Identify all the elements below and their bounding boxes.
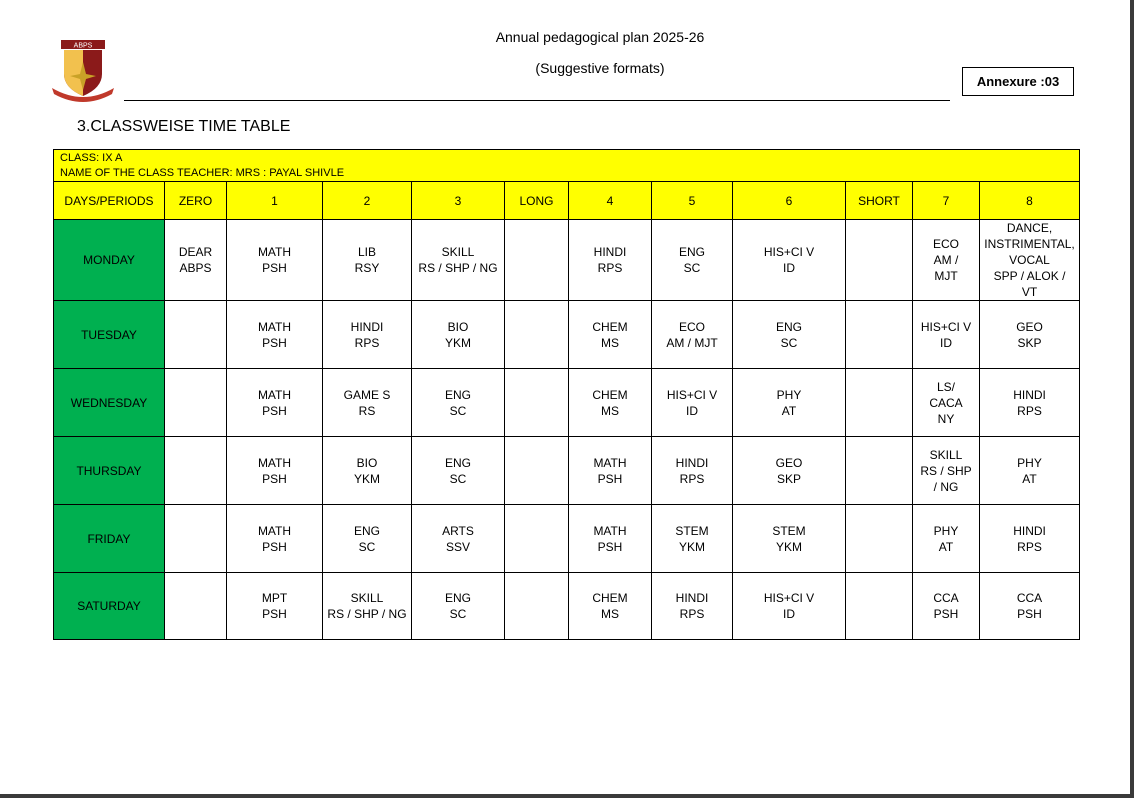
period-cell: LIB RSY [323,220,412,301]
day-cell: THURSDAY [54,437,165,505]
period-cell: HINDI RPS [323,301,412,369]
period-cell [846,573,913,640]
table-row [54,369,1080,437]
table-row [54,301,1080,369]
period-cell: HINDI RPS [569,220,652,301]
period-cell [846,369,913,437]
section-title: 3.CLASSWEISE TIME TABLE [77,118,291,135]
period-cell: BIO YKM [412,301,505,369]
day-cell: MONDAY [54,220,165,301]
period-cell: MATH PSH [227,369,323,437]
column-header: 6 [733,182,846,220]
period-cell: PHY AT [913,505,980,573]
period-cell: CCA PSH [980,573,1080,640]
period-cell: GAME S RS [323,369,412,437]
column-header: 3 [412,182,505,220]
period-cell: ENG SC [733,301,846,369]
period-cell [165,301,227,369]
period-cell: SKILL RS / SHP / NG [323,573,412,640]
period-cell [165,437,227,505]
period-cell: MPT PSH [227,573,323,640]
period-cell [846,220,913,301]
period-cell: ECO AM / MJT [652,301,733,369]
period-cell: MATH PSH [227,220,323,301]
class-line: CLASS: IX A [60,151,123,164]
day-cell: TUESDAY [54,301,165,369]
period-cell: SKILL RS / SHP / NG [913,437,980,505]
table-row [54,220,1080,301]
period-cell: ENG SC [323,505,412,573]
column-header: DAYS/PERIODS [54,182,165,220]
period-cell [505,505,569,573]
period-cell: DANCE, INSTRIMENTAL, VOCAL SPP / ALOK / VT [980,220,1080,301]
column-header: LONG [505,182,569,220]
period-cell: MATH PSH [569,437,652,505]
logo-text: ABPS [73,42,93,50]
day-cell: FRIDAY [54,505,165,573]
annexure-box: Annexure :03 [962,67,1074,96]
period-cell: HIS+CI V ID [913,301,980,369]
period-cell: HIS+CI V ID [652,369,733,437]
period-cell [165,505,227,573]
day-cell: SATURDAY [54,573,165,640]
period-cell: HINDI RPS [652,437,733,505]
period-cell [165,573,227,640]
period-cell [505,301,569,369]
document-subtitle: (Suggestive formats) [535,60,665,76]
period-cell: LS/ CACA NY [913,369,980,437]
column-header: SHORT [846,182,913,220]
column-header: 2 [323,182,412,220]
period-cell: ENG SC [412,369,505,437]
column-header: 7 [913,182,980,220]
column-header: 1 [227,182,323,220]
period-cell [846,505,913,573]
column-header: 8 [980,182,1080,220]
document-title: Annual pedagogical plan 2025-26 [495,29,705,45]
header-rule [124,100,950,101]
period-cell: MATH PSH [227,437,323,505]
period-cell: ENG SC [652,220,733,301]
table-row [54,505,1080,573]
period-cell [505,369,569,437]
timetable [53,149,1080,640]
period-cell: MATH PSH [569,505,652,573]
column-header: 4 [569,182,652,220]
period-cell: STEM YKM [733,505,846,573]
period-cell: MATH PSH [227,505,323,573]
period-cell: STEM YKM [652,505,733,573]
period-cell [505,437,569,505]
period-cell: HINDI RPS [980,369,1080,437]
teacher-line: NAME OF THE CLASS TEACHER: MRS : PAYAL SHIVLE [60,166,345,179]
period-cell: PHY AT [980,437,1080,505]
period-cell: HIS+CI V ID [733,220,846,301]
period-cell: ECO AM / MJT [913,220,980,301]
period-cell: CHEM MS [569,301,652,369]
period-cell: MATH PSH [227,301,323,369]
table-row [54,573,1080,640]
day-cell: WEDNESDAY [54,369,165,437]
period-cell [505,573,569,640]
period-cell: PHY AT [733,369,846,437]
period-cell [846,301,913,369]
period-cell: CHEM MS [569,573,652,640]
period-cell: HINDI RPS [652,573,733,640]
period-cell: ARTS SSV [412,505,505,573]
period-cell: HIS+CI V ID [733,573,846,640]
period-cell: HINDI RPS [980,505,1080,573]
period-cell: ENG SC [412,573,505,640]
column-header: 5 [652,182,733,220]
period-cell: GEO SKP [980,301,1080,369]
period-cell: CHEM MS [569,369,652,437]
period-cell: DEAR ABPS [165,220,227,301]
column-header: ZERO [165,182,227,220]
period-cell [505,220,569,301]
period-cell: CCA PSH [913,573,980,640]
period-cell: SKILL RS / SHP / NG [412,220,505,301]
period-cell [846,437,913,505]
table-row [54,437,1080,505]
period-cell: ENG SC [412,437,505,505]
period-cell [165,369,227,437]
period-cell: GEO SKP [733,437,846,505]
period-cell: BIO YKM [323,437,412,505]
class-info-cell [54,150,1080,182]
